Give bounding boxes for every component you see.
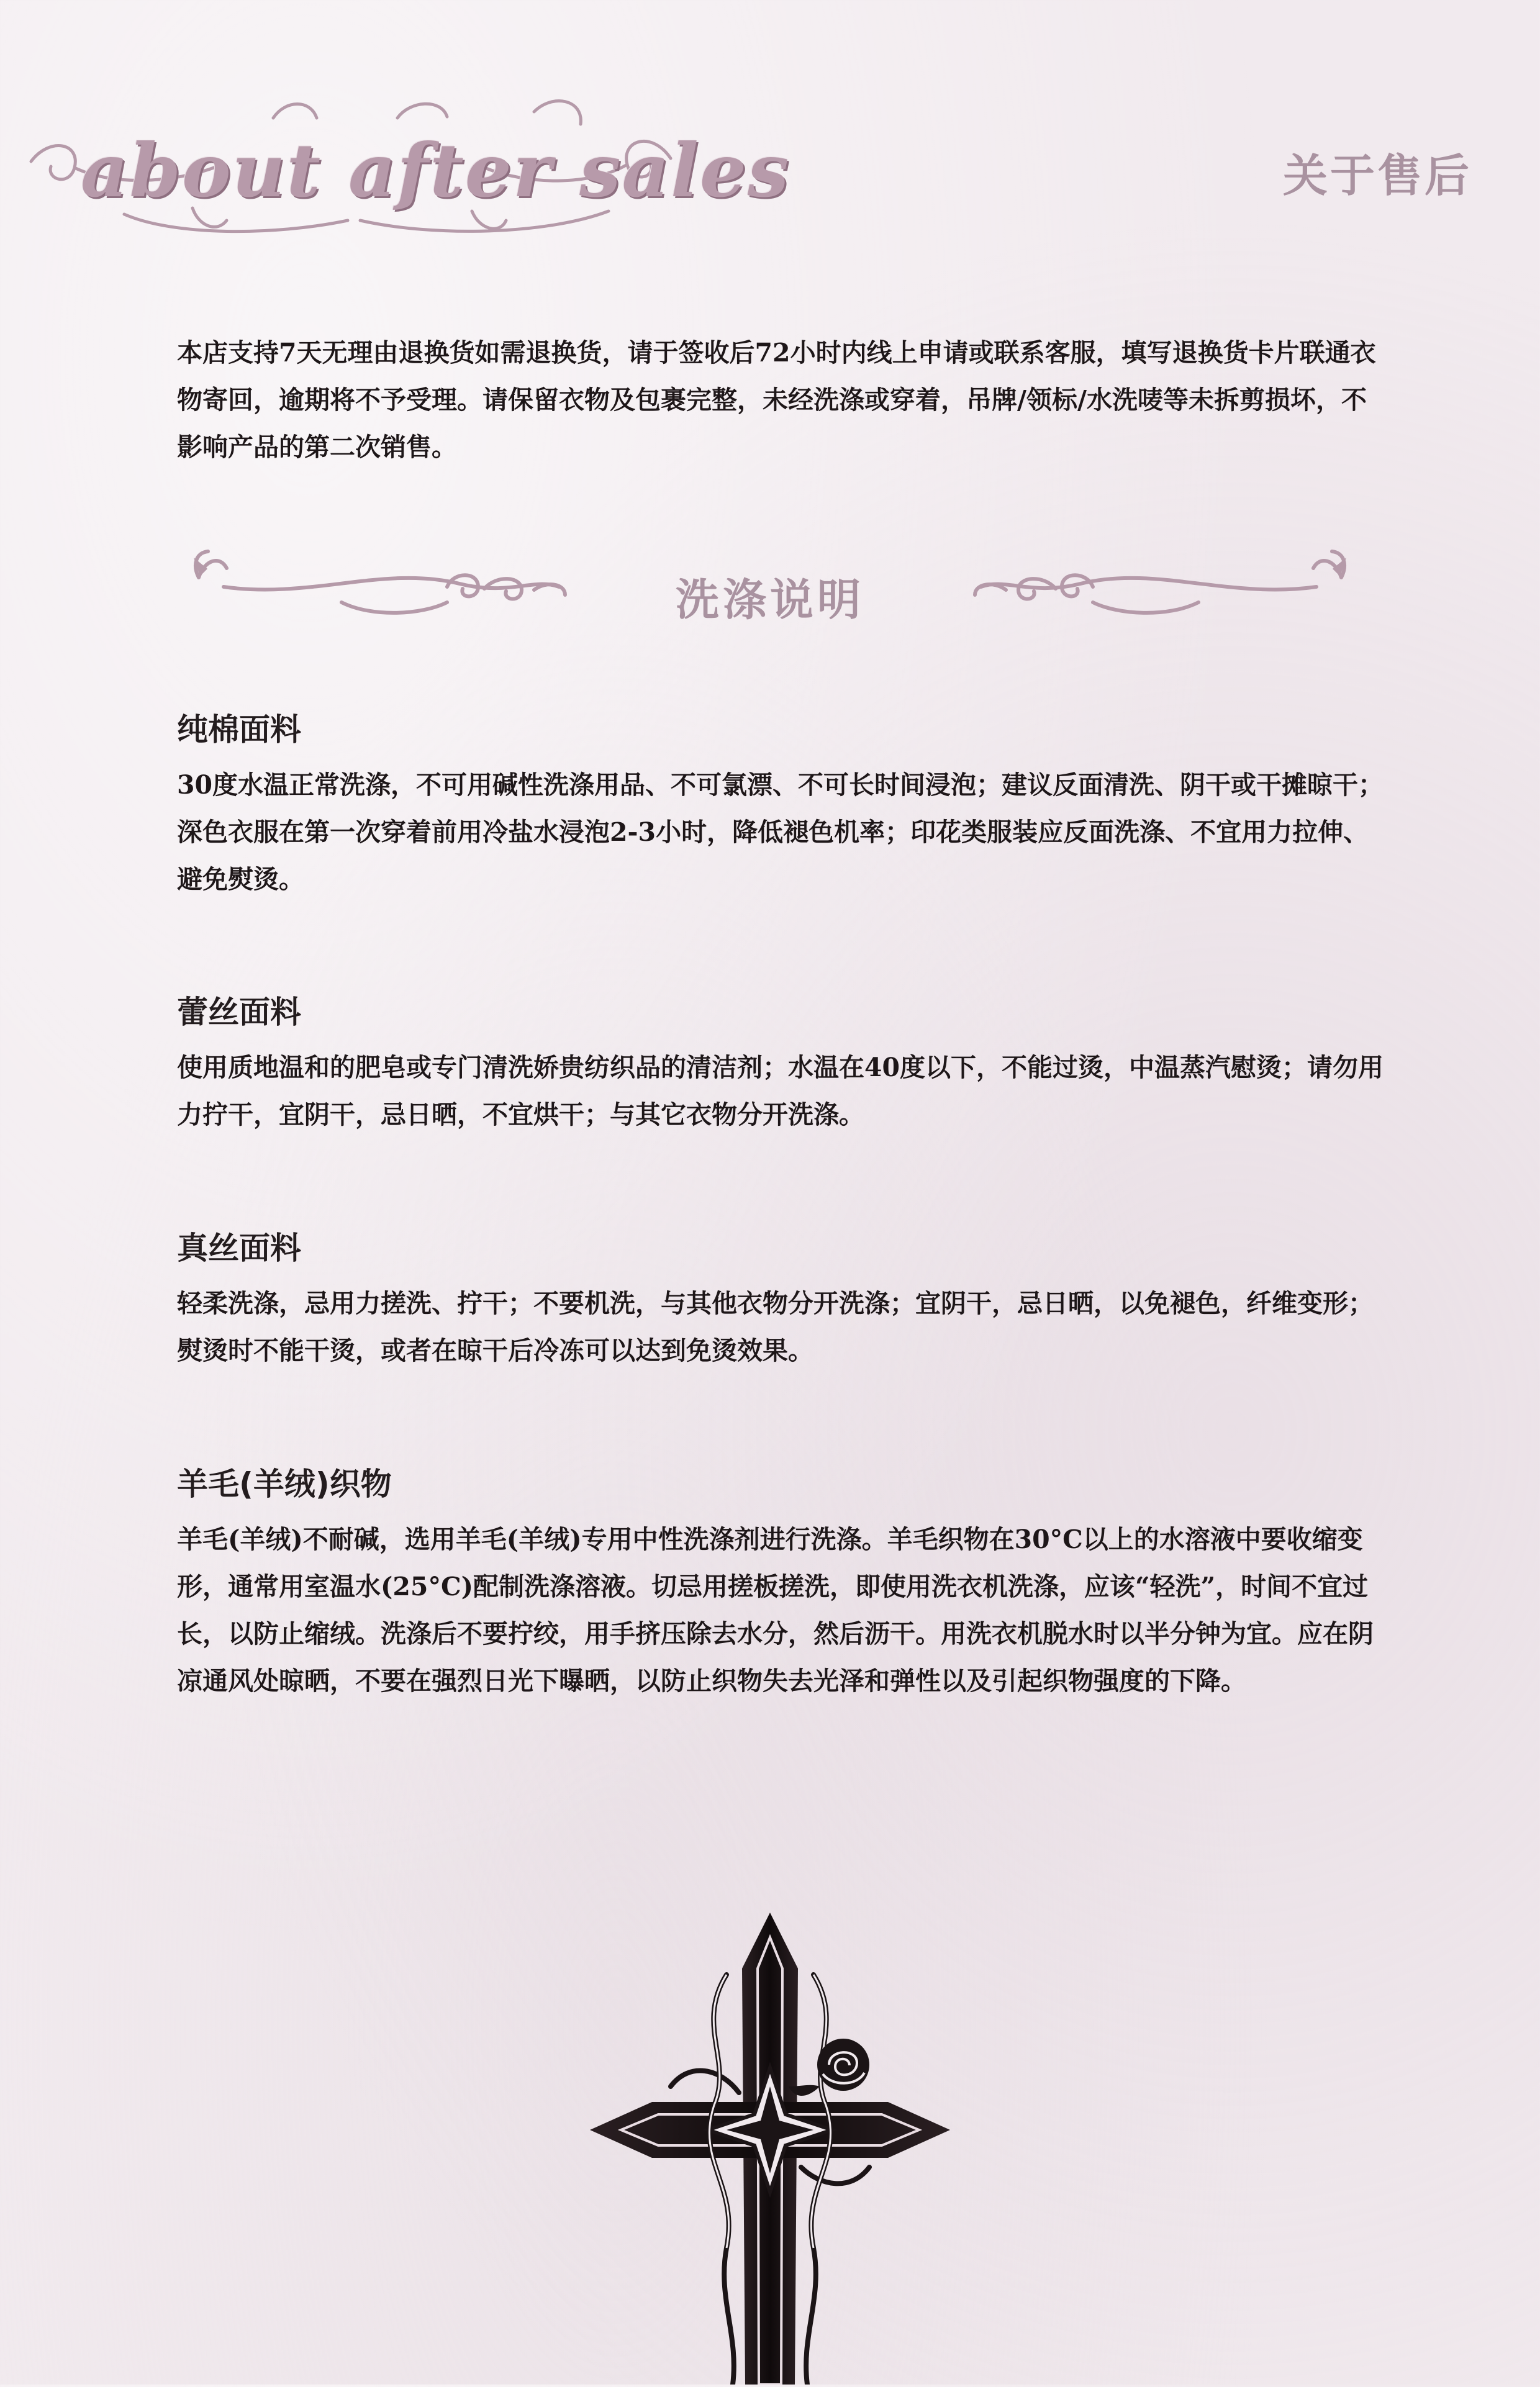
section-body: 羊毛(羊绒)不耐碱，选用羊毛(羊绒)专用中性洗涤剂进行洗涤。羊毛织物在30°C以上的水溶液中要收缩变形，通常用室温水(25°C)配制洗涤溶液。切忌用搓板搓洗，即使用洗衣机洗涤，应该“轻洗”，时间不宜过长，以防止缩绒。洗涤后不要拧绞，用手挤压除去水分，然后沥干。用洗衣机脱水时以半分钟为宜。应在阴凉通风处晾晒，不要在强烈日光下曝晒，以防止织物失去光泽和弹性以及引起织物强度的下降。 [177,1524,1374,1696]
washing-instructions-title: 洗涤说明 [676,574,864,625]
section-heading: 纯棉面料 [177,712,301,748]
section-lace [177,990,1388,1138]
section-divider [186,540,1354,633]
section-silk [177,1226,1388,1374]
gothic-cross-rose-icon [584,1900,956,2385]
section-heading: 羊毛(羊绒)织物 [177,1466,392,1502]
header-logo [12,93,790,248]
section-body: 30度水温正常洗涤，不可用碱性洗涤用品、不可氯漂、不可长时间浸泡；建议反面清洗、阴干或干摊晾干；深色衣服在第一次穿着前用冷盐水浸泡2-3小时，降低褪色机率；印花类服装应反面洗涤、不宜用力拉伸、避免熨烫。 [177,770,1384,894]
logo-text: about after sales [81,127,790,214]
section-body: 使用质地温和的肥皂或专门清洗娇贵纺织品的清洁剂；水温在40度以下，不能过烫，中温蒸汽慰烫；请勿用力拧干，宜阴干，忌日晒，不宜烘干；与其它衣物分开洗涤。 [177,1053,1384,1130]
section-heading: 真丝面料 [177,1230,301,1266]
section-cotton [177,708,1388,903]
page-title: 关于售后 [1282,150,1472,202]
section-wool [177,1462,1388,1705]
section-heading: 蕾丝面料 [177,994,301,1030]
gothic-cross-decoration [584,1900,956,2385]
after-sales-policy [177,329,1388,471]
section-body: 轻柔洗涤，忌用力搓洗、拧干；不要机洗，与其他衣物分开洗涤；宜阴干，忌日晒，以免褪色，纤维变形；熨烫时不能干烫，或者在晾干后冷冻可以达到免烫效果。 [177,1289,1374,1366]
policy-text: 本店支持7天无理由退换货如需退换货，请于签收后72小时内线上申请或联系客服，填写退换货卡片联通衣物寄回，逾期将不予受理。请保留衣物及包裹完整，未经洗涤或穿着，吊牌/领标/水洗唛等未拆剪损坏，不影响产品的第二次销售。 [177,338,1376,462]
